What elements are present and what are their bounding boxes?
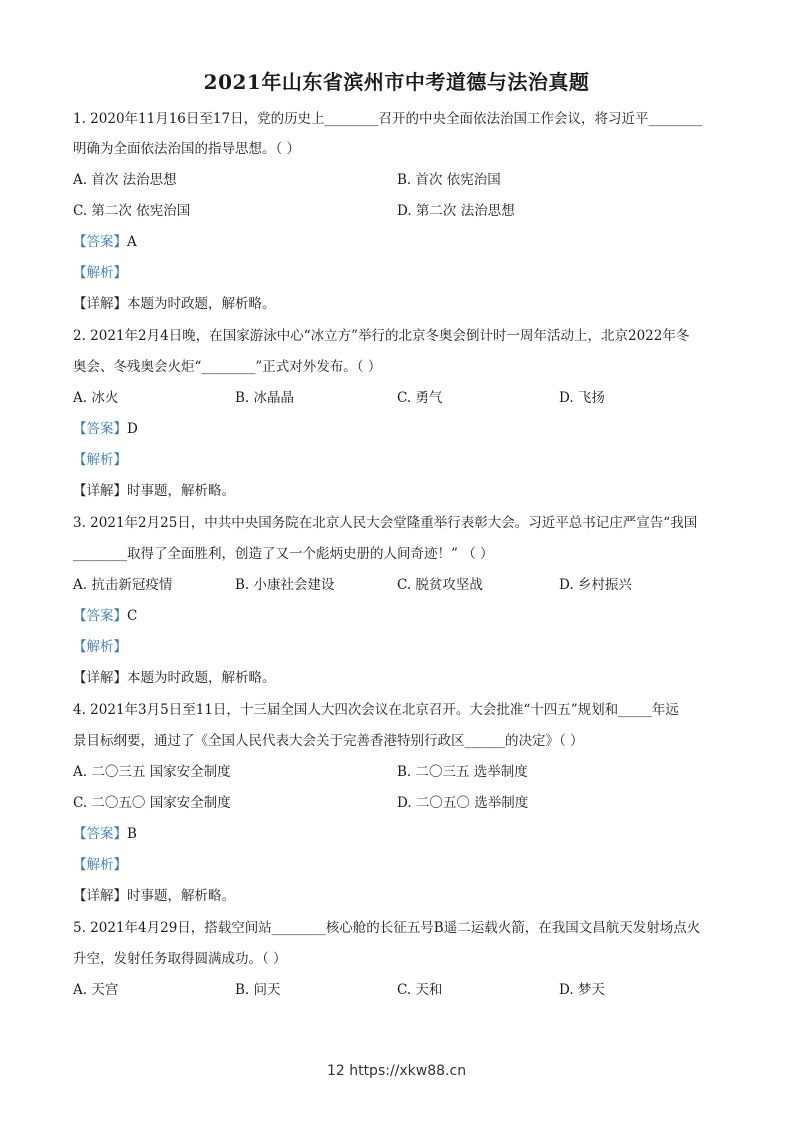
q4-analysis-tag: 【解析】 bbox=[73, 857, 127, 873]
q1-option-c: C. 第二次 依宪治国 bbox=[73, 203, 191, 219]
q3-analysis-tag: 【解析】 bbox=[73, 639, 127, 655]
answer-value: C bbox=[127, 608, 138, 624]
q1-option-d: D. 第二次 法治思想 bbox=[397, 203, 515, 219]
q2-option-d: D. 飞扬 bbox=[559, 390, 605, 406]
q2-option-c: C. 勇气 bbox=[397, 390, 443, 406]
q5-option-d: D. 梦天 bbox=[559, 982, 605, 998]
q2-option-a: A. 冰火 bbox=[73, 390, 119, 406]
q3-line-1: 3. 2021年2月25日，中共中央国务院在北京人民大会堂隆重举行表彰大会。习近平总书记庄严宣告“我国 bbox=[73, 515, 698, 531]
q5-option-b: B. 问天 bbox=[235, 982, 281, 998]
answer-tag: 【答案】 bbox=[73, 608, 127, 624]
page-footer: 12 https://xkw88.cn bbox=[326, 1063, 467, 1079]
q5-option-c: C. 天和 bbox=[397, 982, 443, 998]
answer-tag: 【答案】 bbox=[73, 421, 127, 437]
q4-answer bbox=[73, 825, 137, 843]
q4-option-c: C. 二〇五〇 国家安全制度 bbox=[73, 795, 231, 811]
q5-option-a: A. 天宫 bbox=[73, 982, 119, 998]
q4-option-a: A. 二〇三五 国家安全制度 bbox=[73, 764, 231, 780]
q3-line-2: ________取得了全面胜利，创造了又一个彪炳史册的人间奇迹！” （ ） bbox=[73, 546, 494, 562]
answer-tag: 【答案】 bbox=[73, 234, 127, 250]
q5-line-2: 升空，发射任务取得圆满成功。（ ） bbox=[73, 951, 287, 967]
q3-option-a: A. 抗击新冠疫情 bbox=[73, 577, 173, 593]
q4-line-2: 景目标纲要，通过了《全国人民代表大会关于完善香港特别行政区______的决定》（ ） bbox=[73, 733, 584, 749]
q3-option-b: B. 小康社会建设 bbox=[235, 577, 335, 593]
answer-value: A bbox=[127, 234, 137, 250]
q3-option-c: C. 脱贫攻坚战 bbox=[397, 577, 483, 593]
page-title: 2021年山东省滨州市中考道德与法治真题 bbox=[203, 70, 590, 94]
q1-line-2: 明确为全面依法治国的指导思想。（ ） bbox=[73, 141, 301, 157]
q2-answer bbox=[73, 420, 138, 438]
answer-value: B bbox=[127, 826, 137, 842]
q1-option-a: A. 首次 法治思想 bbox=[73, 172, 177, 188]
q1-answer bbox=[73, 233, 137, 251]
q3-option-d: D. 乡村振兴 bbox=[559, 577, 632, 593]
answer-value: D bbox=[127, 421, 138, 437]
q2-line-1: 2. 2021年2月4日晚，在国家游泳中心“冰立方”举行的北京冬奥会倒计时一周年活动上，北京2022年冬 bbox=[73, 328, 690, 344]
answer-tag: 【答案】 bbox=[73, 826, 127, 842]
q1-option-b: B. 首次 依宪治国 bbox=[397, 172, 501, 188]
q1-line-1: 1. 2020年11月16日至17日，党的历史上________召开的中央全面依法治国工作会议，将习近平________ bbox=[73, 111, 703, 127]
q2-detail: 【详解】时事题，解析略。 bbox=[73, 483, 235, 499]
q1-detail: 【详解】本题为时政题，解析略。 bbox=[73, 296, 276, 312]
q5-line-1: 5. 2021年4月29日，搭载空间站________核心舱的长征五号B遥二运载火箭，在我国文昌航天发射场点火 bbox=[73, 920, 701, 936]
q3-answer bbox=[73, 607, 137, 625]
q2-line-2: 奥会、冬残奥会火炬“________”正式对外发布。（ ） bbox=[73, 359, 382, 375]
q4-option-d: D. 二〇五〇 选举制度 bbox=[397, 795, 529, 811]
q2-analysis-tag: 【解析】 bbox=[73, 452, 127, 468]
q4-option-b: B. 二〇三五 选举制度 bbox=[397, 764, 528, 780]
q4-line-1: 4. 2021年3月5日至11日，十三届全国人大四次会议在北京召开。大会批准“十四五”规划和_____年远 bbox=[73, 702, 679, 718]
q3-detail: 【详解】本题为时政题，解析略。 bbox=[73, 670, 276, 686]
q2-option-b: B. 冰晶晶 bbox=[235, 390, 295, 406]
q1-analysis-tag: 【解析】 bbox=[73, 265, 127, 281]
q4-detail: 【详解】时事题，解析略。 bbox=[73, 888, 235, 904]
